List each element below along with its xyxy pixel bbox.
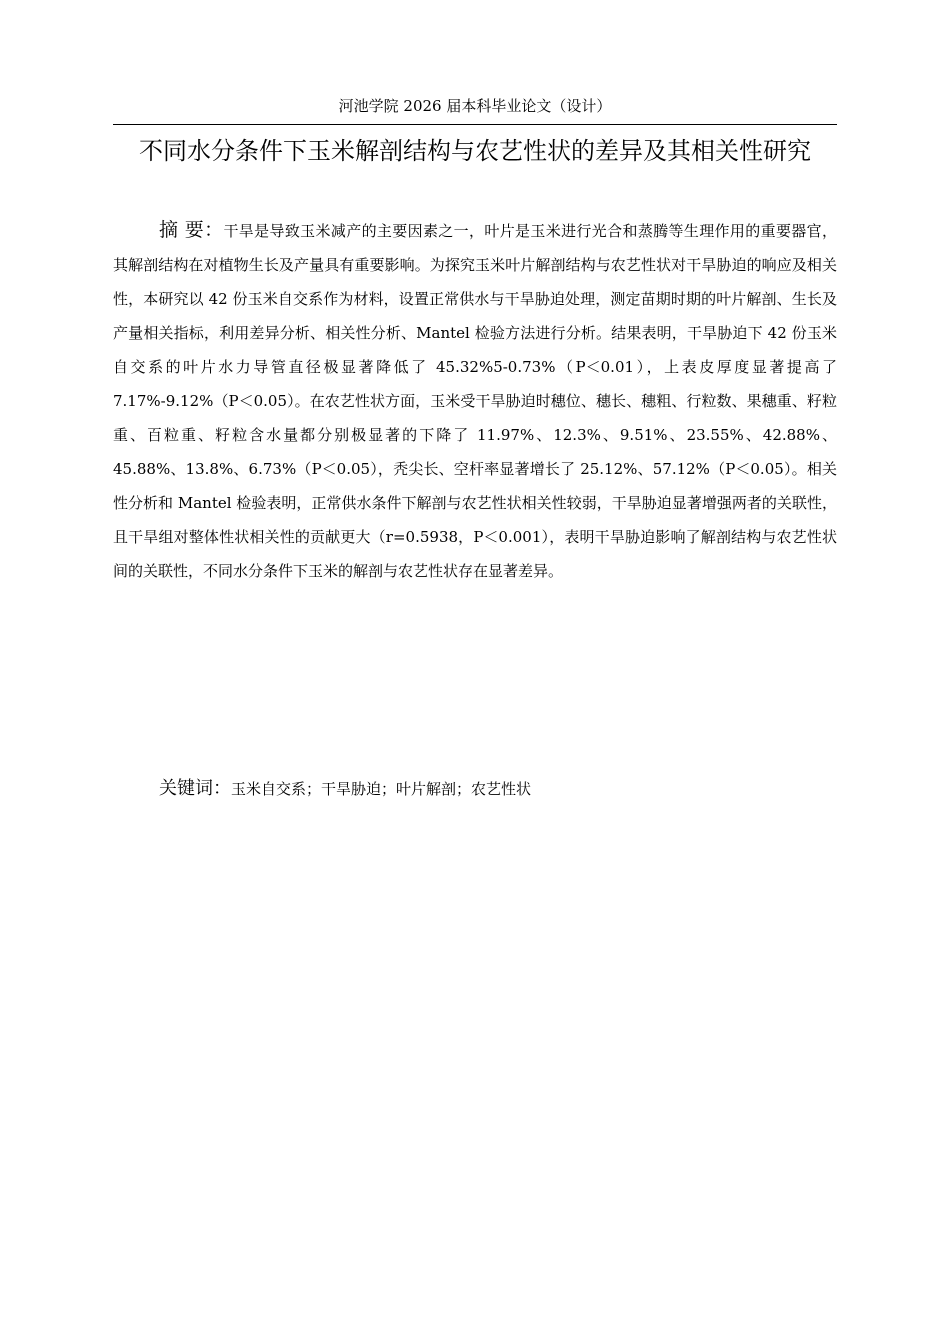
abstract-paragraph [113,213,837,588]
abstract-text: 干旱是导致玉米减产的主要因素之一，叶片是玉米进行光合和蒸腾等生理作用的重要器官，其解剖结构在对植物生长及产量具有重要影响。为探究玉米叶片解剖结构与农艺性状对干旱胁迫的响应及相关性，本研究以 42 份玉米自交系作为材料，设置正常供水与干旱胁迫处理，测定苗期时期的叶片解剖、生长及产量相关指标，利用差异分析、相关性分析、Mantel 检验方法进行分析。结果表明，干旱胁迫下 42 份玉米自交系的叶片水力导管直径极显著降低了 45.32%5-0.73%（P＜0.01），上表皮厚度显著提高了 7.17%-9.12%（P＜0.05）。在农艺性状方面，玉米受干旱胁迫时穗位、穗长、穗粗、行粒数、果穗重、籽粒重、百粒重、籽粒含水量都分别极显著的下降了 11.97%、12.3%、9.51%、23.55%、42.88%、45.88%、13.8%、6.73%（P＜0.05），秃尖长、空杆率显著增长了 25.12%、57.12%（P＜0.05）。相关性分析和 Mantel 检验表明，正常供水条件下解剖与农艺性状相关性较弱，干旱胁迫显著增强两者的关联性，且干旱组对整体性状相关性的贡献更大（r=0.5938，P＜0.001），表明干旱胁迫影响了解剖结构与农艺性状间的关联性，不同水分条件下玉米的解剖与农艺性状存在显著差异。 [113,222,837,580]
keywords-text: 玉米自交系；干旱胁迫；叶片解剖；农艺性状 [231,780,532,798]
running-header: 河池学院 2026 届本科毕业论文（设计） [338,97,612,115]
keywords-label: 关键词： [159,778,231,799]
header-rule [113,124,837,125]
abstract-label: 摘 要： [159,219,224,241]
keywords-line [159,772,837,806]
paper-title: 不同水分条件下玉米解剖结构与农艺性状的差异及其相关性研究 [139,137,811,165]
